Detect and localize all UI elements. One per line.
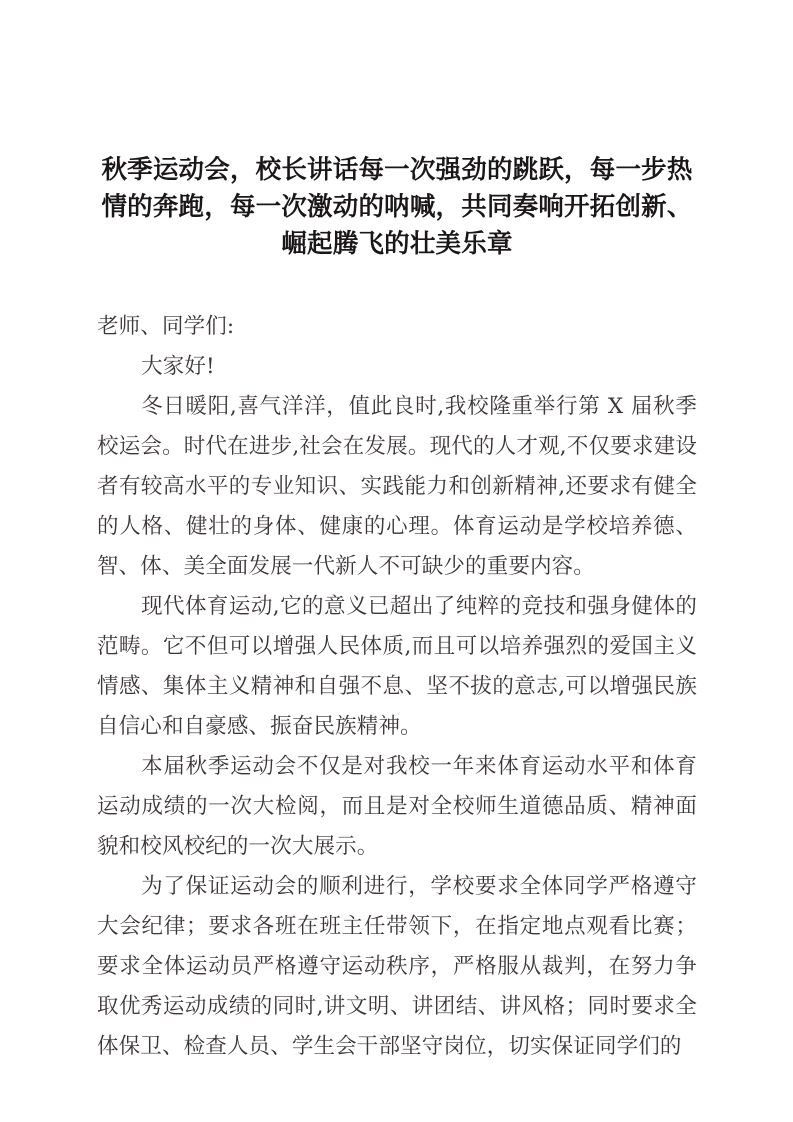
paragraph-body-3: 本届秋季运动会不仅是对我校一年来体育运动水平和体育运动成绩的一次大检阅，而且是对全校师生道德品质、精神面貌和校风校纪的一次大展示。 <box>97 754 697 859</box>
paragraph-salutation: 老师、同学们: <box>97 314 235 339</box>
paragraph-body-4: 为了保证运动会的顺利进行，学校要求全体同学严格遵守大会纪律；要求各班在班主任带领下，在指定地点观看比赛；要求全体运动员严格遵守运动秩序，严格服从裁判，在努力争取优秀运动成绩的同时,讲文明、讲团结、讲风格；同时要求全体保卫、检查人员、学生会干部坚守岗位，切实保证同学们的 <box>97 874 697 1059</box>
document-body <box>97 0 697 1067</box>
paragraph-body-1: 冬日暖阳,喜气洋洋，值此良时,我校隆重举行第 X 届秋季校运会。时代在进步,社会在发展。现代的人才观,不仅要求建设者有较高水平的专业知识、实践能力和创新精神,还要求有健全的人格、健壮的身体、健康的心理。体育运动是学校培养德、智、体、美全面发展一代新人不可缺少的重要内容。 <box>97 394 697 579</box>
paragraph-body-2: 现代体育运动,它的意义已超出了纯粹的竞技和强身健体的范畴。它不但可以增强人民体质,而且可以培养强烈的爱国主义情感、集体主义精神和自强不息、坚不拔的意志,可以增强民族自信心和自豪感、振奋民族精神。 <box>97 594 697 739</box>
paragraph-greeting: 大家好! <box>141 354 215 379</box>
page-title: 秋季运动会，校长讲话每一次强劲的跳跃，每一步热情的奔跑，每一次激动的呐喊，共同奏响开拓创新、崛起腾飞的壮美乐章 <box>101 155 693 259</box>
